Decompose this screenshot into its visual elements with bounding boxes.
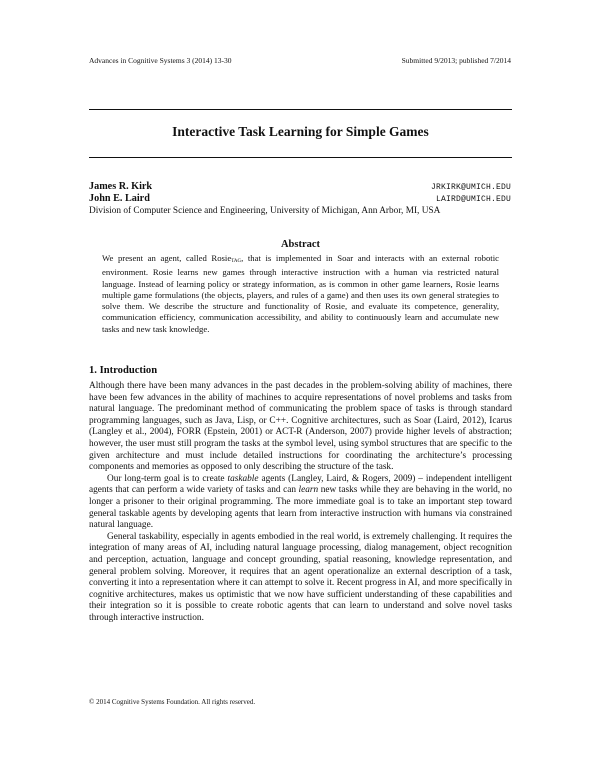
paragraph: Our long-term goal is to create taskable agents (Langley, Laird, & Rogers, 2009) – independent intelligent agents that can perform a wide variety of tasks and can learn new tasks while they are behaving in the world, no longer a prisoner to their original programming. The more immediate goal is to take an important step toward general taskable agents by developing agents that learn from interactive instruction with humans via constrained natural language. <box>89 473 512 531</box>
author-email: LAIRD@UMICH.EDU <box>435 195 511 204</box>
submission-dates: Submitted 9/2013; published 7/2014 <box>401 56 511 65</box>
paragraph: General taskability, especially in agents embodied in the real world, is extremely challenging. It requires the integration of many areas of AI, including natural language processing, dialog management, object recognition and perception, actuation, language and concept grounding, spatial reasoning, knowledge representation, and general problem solving. Moreover, it requires that an agent operationalize an external description of a task, converting it into a representation where it can attempt to solve it. Recent progress in AI, and more specifically in cognitive architectures, makes us optimistic that we now have sufficient understanding of these capabilities and their integration so it is possible to create robotic agents that can learn to understand and solve novel tasks through interactive instruction. <box>89 531 512 623</box>
paragraph: Although there have been many advances in the past decades in the problem-solving ability of machines, there have been few advances in the ability of machines to acquire representations of novel problems and tasks from natural language. The predominant method of communicating the problem space of tasks is through standard programming languages, such as Java, Lisp, or C++. Cognitive architectures, such as Soar (Laird, 2012), Icarus (Langley et al., 2004), FORR (Epstein, 2001) or ACT-R (Anderson, 2007) provide higher levels of abstraction; however, the user must still program the tasks at the symbol level, using symbol structures that are specific to the given architecture and must include detailed instructions for coordinating the architecture’s processing components and memories as opposed to only describing the structure of the task. <box>89 381 512 473</box>
title-rule-top <box>89 109 512 110</box>
paper-title: Interactive Task Learning for Simple Games <box>172 124 429 139</box>
author-email: JRKIRK@UMICH.EDU <box>430 183 511 192</box>
journal-citation: Advances in Cognitive Systems 3 (2014) 13-30 <box>89 56 232 65</box>
section-heading: 1. Introduction <box>89 365 158 376</box>
abstract-heading: Abstract <box>280 239 321 250</box>
emphasis: taskable <box>227 473 259 484</box>
abstract-text: We present an agent, called Rosie$_{TAG}$, that is implemented in Soar and interacts with an external robotic environment. Rosie learns new games through interactive instruction with a human via restricted natural language. Instead of learning policy or strategy information, as is common in other game learners, Rosie learns multiple game formulations (the objects, players, and rules of a game) and then uses its own general strategies to solve them. We describe the structure and functionality of Rosie, and evaluate its competence, generality, communication efficiency, communication accessibility, and ability to continuously learn and accumulate new tasks and new task knowledge. <box>102 253 499 334</box>
copyright-footer: © 2014 Cognitive Systems Foundation. All rights reserved. <box>89 698 256 706</box>
author-name: James R. Kirk <box>89 181 153 192</box>
author-name: John E. Laird <box>89 193 150 204</box>
section-body <box>89 381 512 624</box>
subscript: TAG <box>231 259 242 264</box>
emphasis: learn <box>298 485 319 496</box>
author-affiliation: Division of Computer Science and Engineering, University of Michigan, Ann Arbor, MI, USA <box>89 206 441 216</box>
title-rule-bottom <box>89 157 512 158</box>
